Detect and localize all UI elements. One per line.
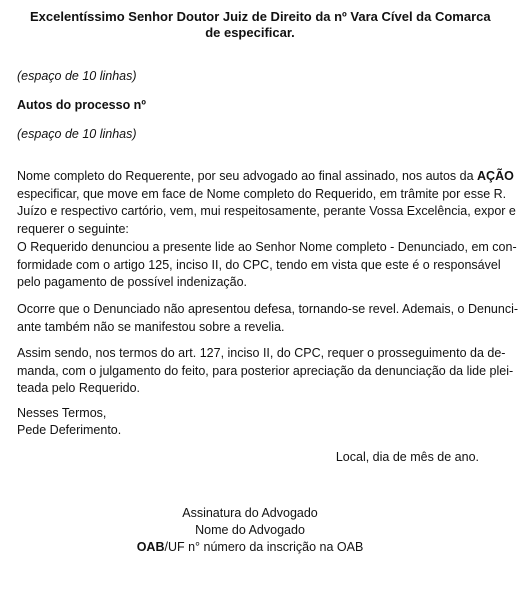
oab-registration	[0, 539, 500, 556]
paragraph-4-line-3: teada pelo Requerido.	[17, 381, 141, 395]
paragraph-2-line-1: O Requerido denunciou a presente lide ao Senhor Nome completo - Denunciado, em con-	[17, 240, 517, 254]
closing-line-2: Pede Deferimento.	[17, 423, 122, 437]
paragraph-3-line-1: Ocorre que o Denunciado não apresentou defesa, tornando-se revel. Ademais, o Denunci-	[17, 302, 518, 316]
paragraph-4	[17, 345, 514, 398]
paragraph-2	[17, 239, 517, 292]
place-and-date: Local, dia de mês de ano.	[335, 450, 479, 464]
heading-line-1: Excelentíssimo Senhor Doutor Juiz de Direito da nº Vara Cível da Comarca	[30, 9, 491, 24]
paragraph-3-line-2: ante também não se manifestou sobre a revelia.	[17, 319, 285, 334]
paragraph-1	[17, 168, 516, 238]
paragraph-1-line-4: requerer o seguinte:	[17, 221, 129, 236]
action-keyword: AÇÃO	[477, 169, 514, 183]
oab-label: OAB	[136, 540, 165, 554]
lawyer-name: Nome do Advogado	[195, 523, 305, 537]
paragraph-4-line-2: manda, com o julgamento do feito, para posterior apreciação da denunciação da lide plei-	[17, 363, 514, 378]
paragraph-2-line-3: pelo pagamento de possível indenização.	[17, 275, 248, 289]
process-number-label: Autos do processo nº	[17, 98, 146, 112]
closing-line-1: Nesses Termos,	[17, 406, 107, 420]
paragraph-4-line-1: Assim sendo, nos termos do art. 127, inciso II, do CPC, requer o prosseguimento da de-	[17, 346, 506, 360]
paragraph-1-line-1: Nome completo do Requerente, por seu advogado ao final assinado, nos autos da AÇÃO	[17, 169, 514, 183]
paragraph-1-line-3: Juízo e respectivo cartório, vem, mui respeitosamente, perante Vossa Excelência, expor e	[17, 204, 516, 218]
heading-line-2: de especificar.	[205, 25, 295, 40]
paragraph-2-line-2: formidade com o artigo 125, inciso II, do CPC, tendo em vista que este é o responsável	[17, 257, 501, 272]
spacer-note-2: (espaço de 10 linhas)	[17, 127, 137, 141]
paragraph-3	[17, 301, 518, 336]
document-heading	[30, 9, 491, 41]
signature-line: Assinatura do Advogado	[182, 506, 318, 520]
paragraph-1-line-2: especificar, que move em face de Nome completo do Requerido, em trâmite por esse R.	[17, 186, 507, 201]
oab-registration-text: /UF n° número da inscrição na OAB	[164, 540, 364, 554]
spacer-note-1: (espaço de 10 linhas)	[17, 69, 137, 83]
